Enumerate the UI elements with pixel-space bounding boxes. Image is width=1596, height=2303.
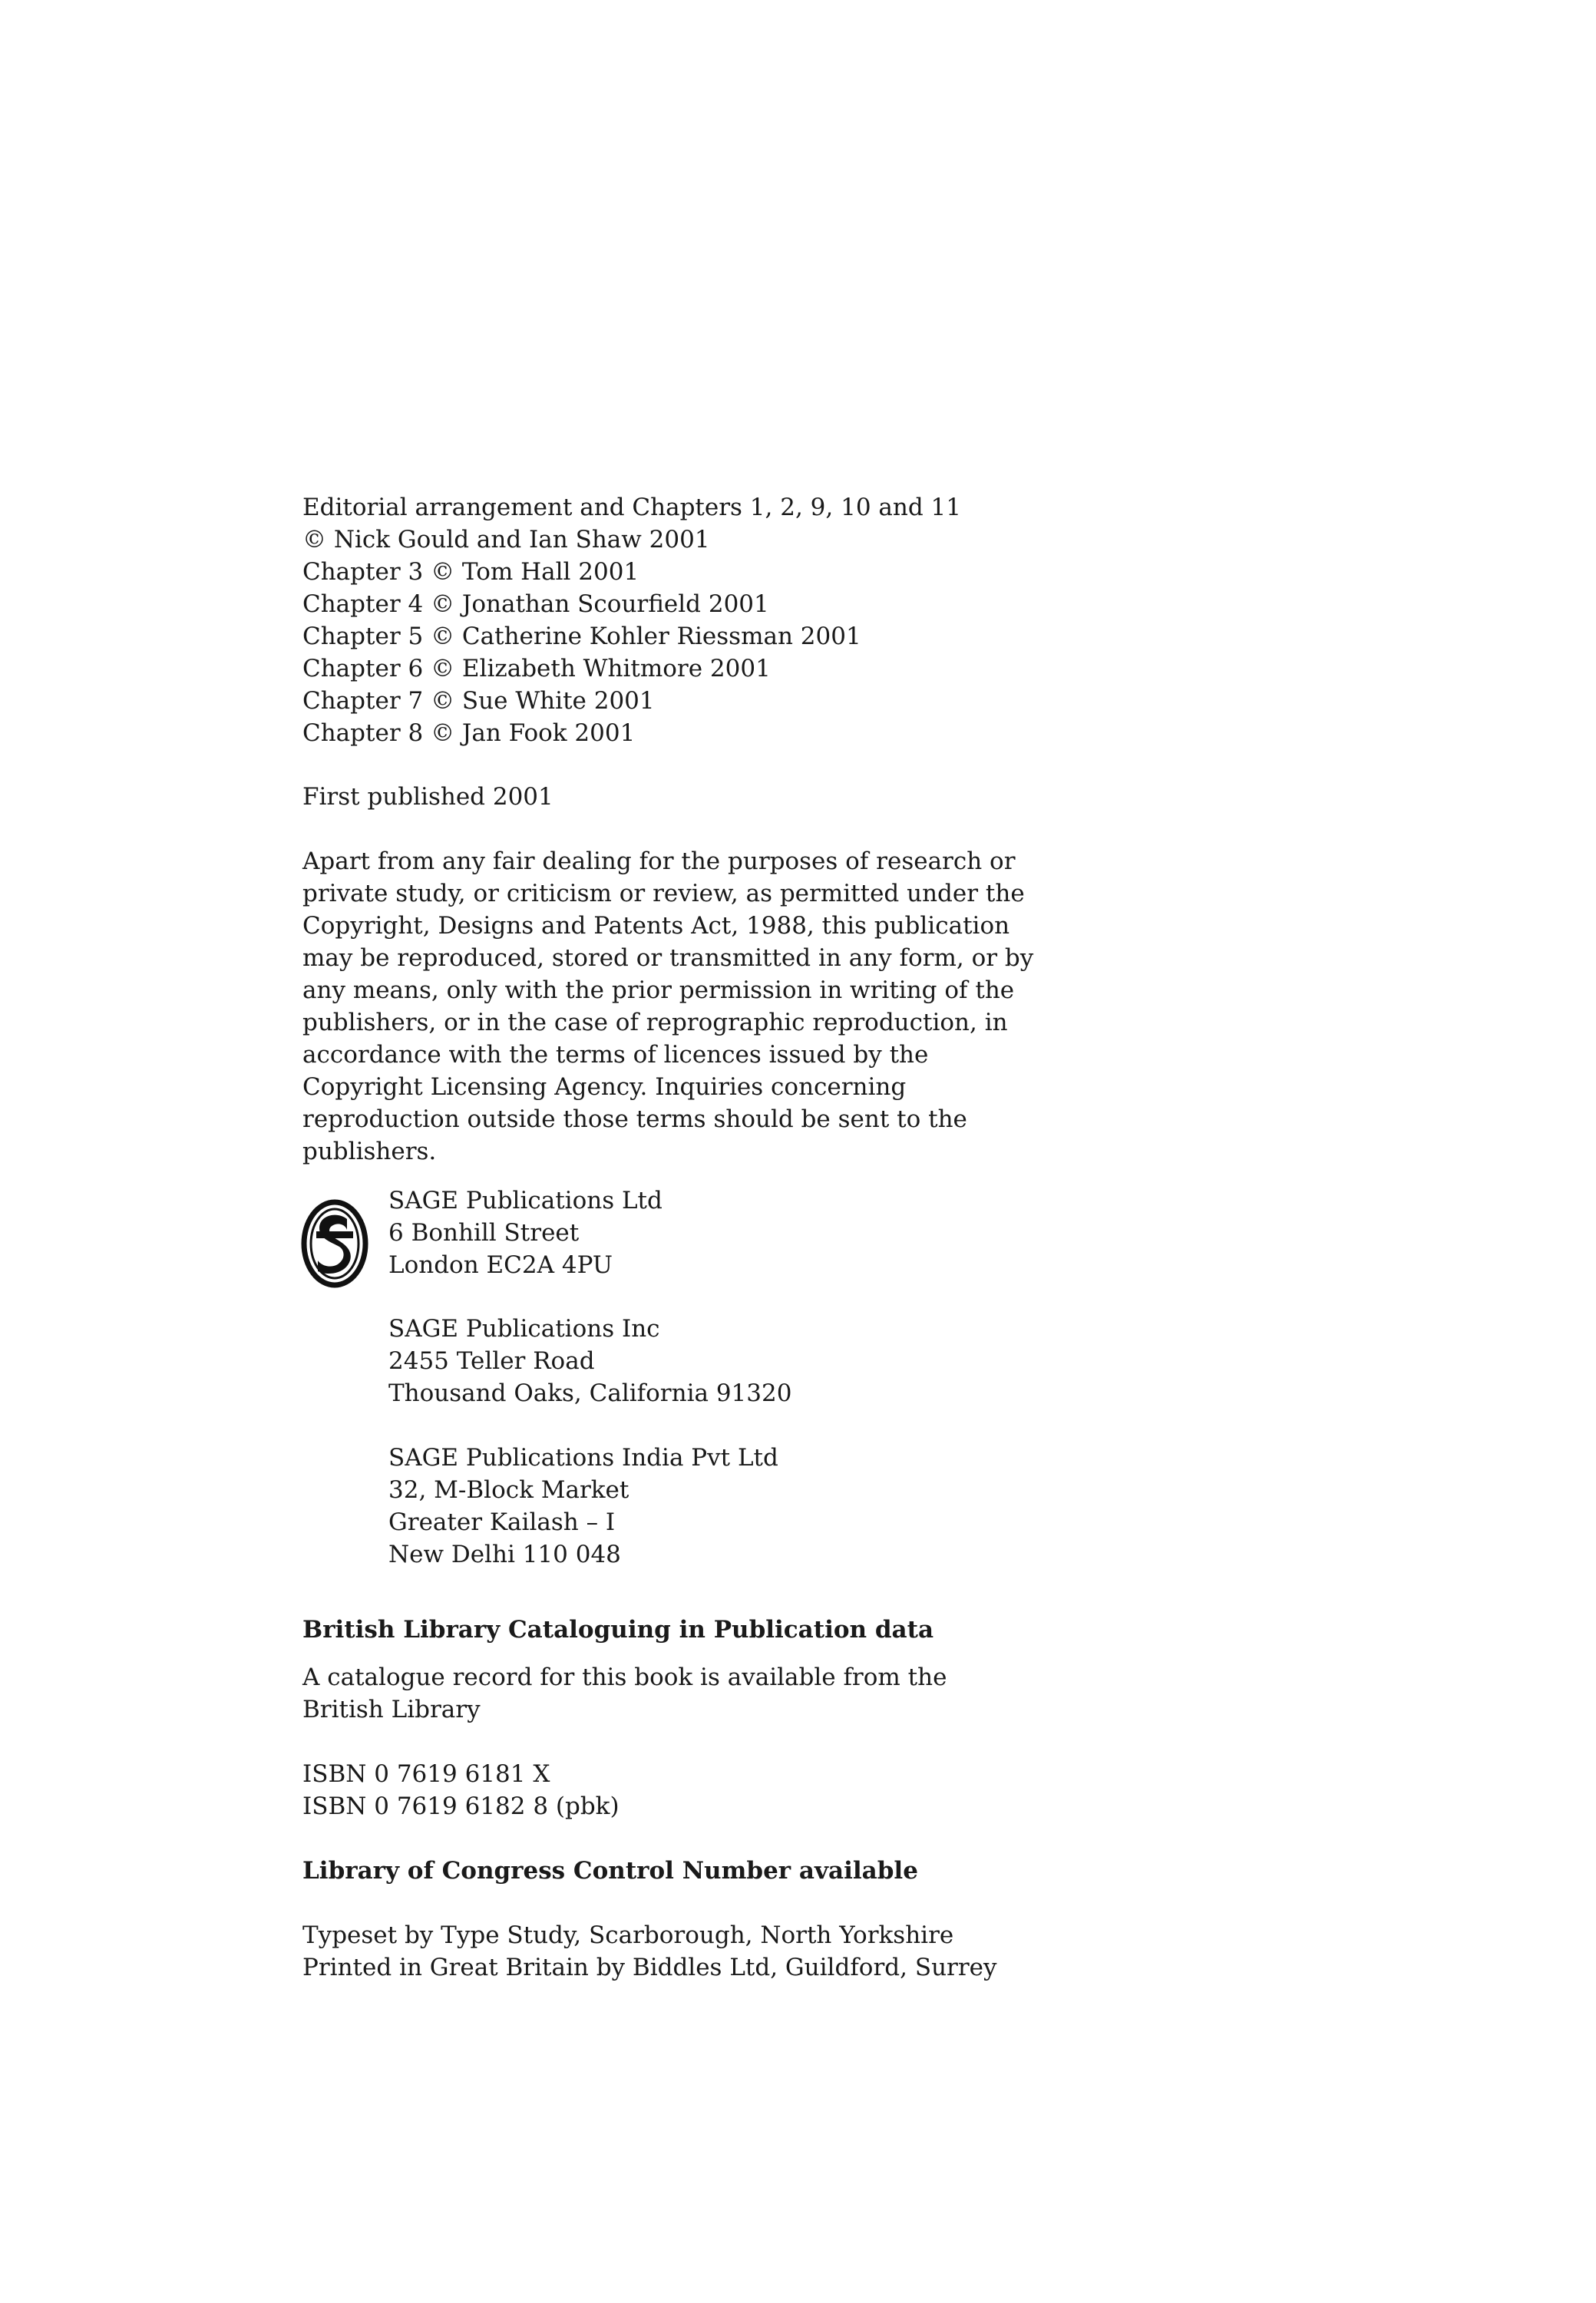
isbn-section — [302, 1758, 1070, 1822]
address-line: 32, M-Block Market — [388, 1476, 629, 1504]
copyright-notices — [302, 491, 1070, 749]
british-library-heading: British Library Cataloguing in Publication data — [302, 1616, 934, 1644]
address-line: Greater Kailash – I — [388, 1508, 616, 1536]
copyright-line: Chapter 8 © Jan Fook 2001 — [302, 719, 636, 747]
rights-paragraph — [302, 845, 1070, 1168]
rights-line: private study, or criticism or review, as permitted under the — [302, 880, 1025, 907]
rights-line: Copyright, Designs and Patents Act, 1988, this publication — [302, 912, 1010, 940]
library-of-congress-heading: Library of Congress Control Number available — [302, 1857, 918, 1885]
british-library-line: A catalogue record for this book is available from the — [302, 1664, 947, 1691]
copyright-line: Chapter 3 © Tom Hall 2001 — [302, 558, 639, 586]
copyright-line: Chapter 6 © Elizabeth Whitmore 2001 — [302, 655, 771, 682]
british-library-text — [302, 1661, 1070, 1726]
printing-info — [302, 1919, 1070, 1984]
publisher-office-india — [388, 1442, 1156, 1571]
address-line: SAGE Publications India Pvt Ltd — [388, 1444, 778, 1472]
rights-line: publishers. — [302, 1138, 437, 1165]
first-published-text: First published 2001 — [302, 783, 553, 811]
address-line: SAGE Publications Inc — [388, 1315, 660, 1343]
rights-line: reproduction outside those terms should be sent to the — [302, 1105, 967, 1133]
printing-line: Printed in Great Britain by Biddles Ltd, Guildford, Surrey — [302, 1954, 997, 1981]
copyright-line: © Nick Gould and Ian Shaw 2001 — [302, 526, 710, 553]
rights-line: Copyright Licensing Agency. Inquiries concerning — [302, 1073, 907, 1101]
rights-line: accordance with the terms of licences issued by the — [302, 1041, 929, 1069]
copyright-line: Chapter 5 © Catherine Kohler Riessman 2001 — [302, 623, 861, 650]
first-published — [302, 781, 1070, 813]
sage-logo-icon — [301, 1199, 368, 1288]
address-line: 2455 Teller Road — [388, 1347, 595, 1375]
rights-line: may be reproduced, stored or transmitted in any form, or by — [302, 944, 1034, 972]
isbn-line: ISBN 0 7619 6181 X — [302, 1760, 550, 1788]
copyright-line: Chapter 4 © Jonathan Scourfield 2001 — [302, 590, 769, 618]
rights-line: Apart from any fair dealing for the purposes of research or — [302, 848, 1016, 875]
british-library-line: British Library — [302, 1696, 481, 1723]
isbn-line: ISBN 0 7619 6182 8 (pbk) — [302, 1793, 620, 1820]
publisher-office-uk — [388, 1185, 1156, 1281]
address-line: Thousand Oaks, California 91320 — [388, 1379, 792, 1407]
rights-line: publishers, or in the case of reprographic reproduction, in — [302, 1009, 1008, 1036]
copyright-line: Chapter 7 © Sue White 2001 — [302, 687, 655, 715]
address-line: London EC2A 4PU — [388, 1251, 613, 1279]
british-library-section — [302, 1614, 1070, 1646]
address-line: SAGE Publications Ltd — [388, 1187, 663, 1214]
address-line: 6 Bonhill Street — [388, 1219, 580, 1247]
library-of-congress-section — [302, 1855, 1070, 1887]
publisher-office-us — [388, 1313, 1156, 1409]
copyright-line: Editorial arrangement and Chapters 1, 2, 9, 10 and 11 — [302, 494, 961, 521]
rights-line: any means, only with the prior permission in writing of the — [302, 976, 1015, 1004]
printing-line: Typeset by Type Study, Scarborough, North Yorkshire — [302, 1921, 954, 1949]
address-line: New Delhi 110 048 — [388, 1541, 621, 1568]
